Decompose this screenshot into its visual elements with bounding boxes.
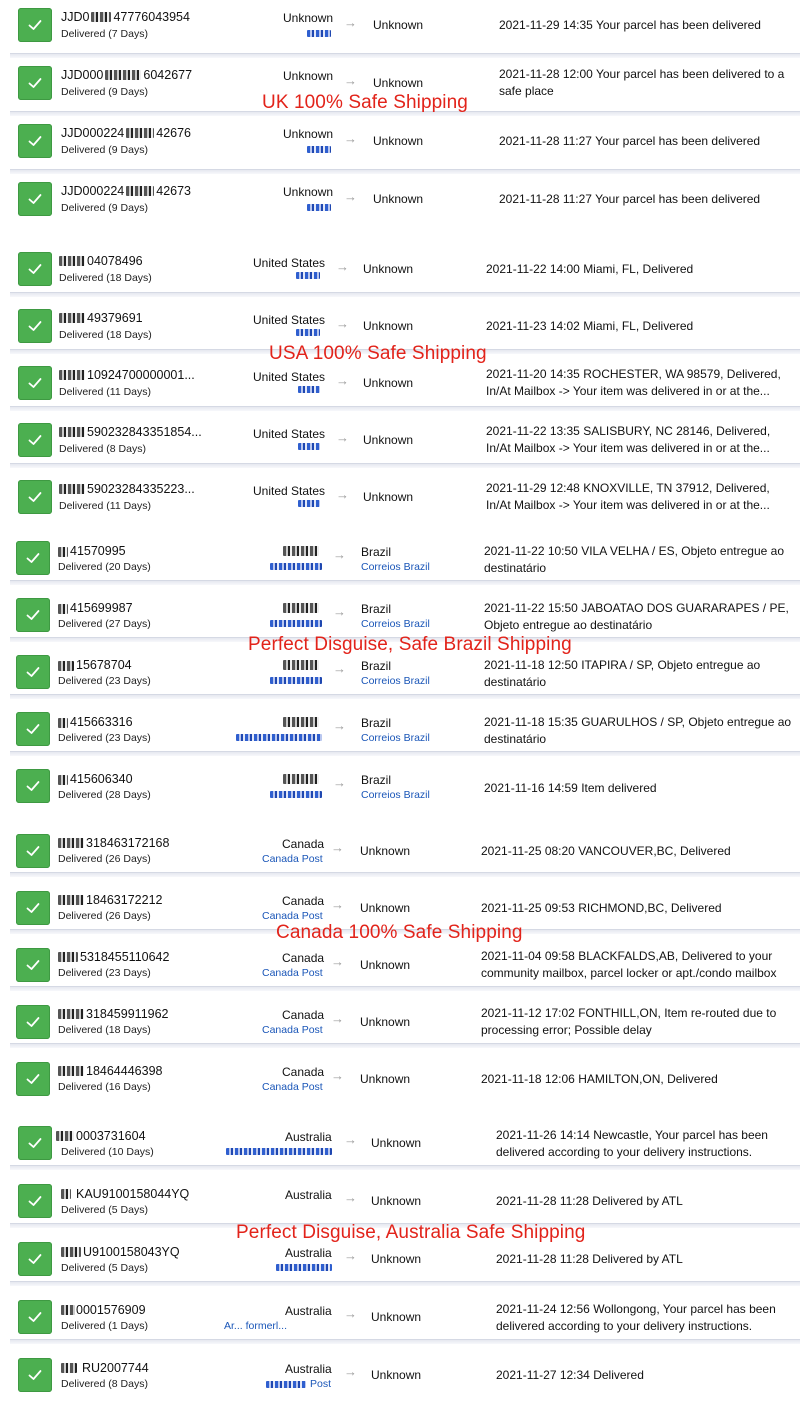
tracking-number: 318463172168 (86, 836, 170, 850)
destination-label: Unknown (360, 1072, 411, 1086)
destination-label: Unknown (363, 319, 414, 333)
latest-event: 2021-11-23 14:02 Miami, FL, Delivered (486, 319, 694, 333)
arrow-right-icon: → (331, 897, 344, 912)
origin-label: Unknown (283, 185, 334, 199)
delivery-status: Delivered (18 Days) (59, 329, 152, 341)
redacted-carrier (276, 1264, 332, 1271)
delivery-status: Delivered (18 Days) (58, 1024, 151, 1036)
tracking-number: 18464446398 (86, 1064, 163, 1078)
delivered-check-icon (16, 834, 50, 868)
tracking-number: 10924700000001... (87, 368, 195, 382)
delivery-status: Delivered (11 Days) (59, 386, 152, 398)
canada-section (0, 820, 800, 1105)
arrow-right-icon: → (333, 775, 346, 790)
shipment-row[interactable] (0, 468, 800, 525)
delivery-status: Delivered (11 Days) (59, 500, 152, 512)
tracking-number: JJD0 47776043954 (61, 10, 190, 24)
delivery-status: Delivered (27 Days) (58, 618, 151, 630)
origin-label: Unknown (283, 69, 334, 83)
redacted-carrier (270, 677, 322, 684)
latest-event: 2021-11-16 14:59 Item delivered (484, 781, 657, 795)
redacted-carrier (307, 204, 331, 211)
delivered-check-icon (18, 480, 52, 514)
latest-event: 2021-11-22 13:35 SALISBURY, NC 28146, Delivered, In/At Mailbox -> Your item was delivered in or at the... (486, 424, 771, 455)
delivered-check-icon (18, 366, 52, 400)
destination-country: Brazil (361, 773, 392, 787)
usa-section (0, 240, 800, 525)
origin-label: United States (253, 370, 326, 384)
delivered-check-icon (18, 8, 52, 42)
origin-country: Canada (282, 1008, 325, 1022)
redacted-prefix (58, 895, 84, 905)
redacted-carrier (298, 386, 320, 393)
origin-country: Canada (282, 894, 325, 908)
latest-event: 2021-11-26 14:14 Newcastle, Your parcel has been delivered according to your delivery instructions. (496, 1128, 768, 1159)
destination-label: Unknown (363, 376, 414, 390)
arrow-right-icon: → (333, 604, 346, 619)
delivery-status: Delivered (9 Days) (61, 144, 148, 156)
delivered-check-icon (18, 124, 52, 158)
origin-carrier[interactable]: Ar... formerl... (224, 1320, 288, 1332)
watermark-usa: USA 100% Safe Shipping (269, 343, 487, 364)
shipment-row[interactable] (0, 1112, 800, 1170)
delivered-check-icon (18, 1358, 52, 1392)
delivery-status: Delivered (23 Days) (58, 732, 151, 744)
delivered-check-icon (16, 769, 50, 803)
latest-event: 2021-11-18 15:35 GUARULHOS / SP, Objeto entregue ao destinatário (484, 715, 792, 746)
tracking-number: 318459911962 (86, 1007, 169, 1021)
arrow-right-icon: → (333, 547, 346, 562)
redacted-carrier (296, 272, 320, 279)
arrow-right-icon: → (333, 718, 346, 733)
redacted-carrier (270, 563, 322, 570)
delivered-check-icon (16, 655, 50, 689)
destination-label: Unknown (371, 1194, 422, 1208)
origin-carrier[interactable]: Canada Post (262, 1024, 323, 1036)
redacted-carrier (307, 30, 331, 37)
latest-event: 2021-11-28 11:28 Delivered by ATL (496, 1252, 683, 1266)
redacted-prefix (58, 952, 78, 962)
shipment-row[interactable] (0, 240, 800, 297)
delivered-check-icon (16, 541, 50, 575)
delivery-status: Delivered (8 Days) (59, 443, 146, 455)
redacted-prefix (58, 1009, 84, 1019)
arrow-right-icon: → (344, 1248, 357, 1263)
redacted-origin (283, 546, 319, 556)
delivered-check-icon (18, 309, 52, 343)
uk-section (0, 0, 800, 232)
latest-event: 2021-11-04 09:58 BLACKFALDS,AB, Delivered to your community mailbox, parcel locker or apt./condo mailbox (481, 949, 777, 980)
redacted-prefix (59, 370, 85, 380)
redacted-origin (283, 717, 319, 727)
watermark-uk: UK 100% Safe Shipping (262, 92, 468, 113)
destination-carrier[interactable]: Correios Brazil (361, 789, 430, 801)
destination-label: Unknown (373, 192, 424, 206)
latest-event: 2021-11-28 12:00 Your parcel has been delivered to a safe place (499, 67, 785, 98)
australia-section (0, 1112, 800, 1402)
destination-carrier[interactable]: Correios Brazil (361, 618, 430, 630)
destination-label: Unknown (373, 76, 424, 90)
redacted-prefix (61, 1363, 77, 1373)
destination-country: Brazil (361, 659, 392, 673)
redacted-prefix (58, 718, 68, 728)
destination-label: Unknown (371, 1368, 422, 1382)
redacted-origin (283, 603, 319, 613)
tracking-number: 04078496 (87, 254, 143, 268)
arrow-right-icon: → (344, 131, 357, 146)
delivered-check-icon (18, 1300, 52, 1334)
latest-event: 2021-11-25 08:20 VANCOUVER,BC, Delivered (481, 844, 731, 858)
delivery-status: Delivered (9 Days) (61, 86, 148, 98)
brazil-section (0, 528, 800, 813)
tracking-number: 59023284335223... (87, 482, 195, 496)
origin-carrier[interactable]: Post (310, 1378, 332, 1390)
redacted-prefix (61, 1189, 71, 1199)
redacted-carrier (298, 443, 320, 450)
destination-carrier[interactable]: Correios Brazil (361, 561, 430, 573)
tracking-number: 18463172212 (86, 893, 163, 907)
origin-label: Unknown (283, 127, 334, 141)
latest-event: 2021-11-22 10:50 VILA VELHA / ES, Objeto entregue ao destinatário (484, 544, 784, 575)
destination-label: Unknown (360, 1015, 411, 1029)
latest-event: 2021-11-22 14:00 Miami, FL, Delivered (486, 262, 694, 276)
origin-label: United States (253, 313, 326, 327)
shipment-row[interactable] (0, 756, 800, 813)
destination-label: Unknown (373, 18, 424, 32)
destination-label: Unknown (360, 901, 411, 915)
latest-event: 2021-11-22 15:50 JABOATAO DOS GUARARAPES / PE, Objeto entregue ao destinatário (484, 601, 789, 632)
latest-event: 2021-11-28 11:27 Your parcel has been delivered (499, 134, 761, 148)
delivered-check-icon (18, 1242, 52, 1276)
arrow-right-icon: → (344, 1132, 357, 1147)
redacted-origin (283, 774, 319, 784)
tracking-number: 0001576909 (76, 1303, 146, 1317)
shipment-row[interactable] (0, 174, 800, 232)
arrow-right-icon: → (336, 373, 349, 388)
tracking-number: 590232843351854... (87, 425, 202, 439)
redacted-carrier (236, 734, 322, 741)
delivery-status: Delivered (10 Days) (61, 1146, 154, 1158)
destination-country: Brazil (361, 716, 392, 730)
destination-label: Unknown (360, 958, 411, 972)
tracking-number: JJD000224 42676 (61, 126, 192, 140)
shipment-row[interactable] (0, 0, 800, 58)
delivery-status: Delivered (26 Days) (58, 853, 151, 865)
tracking-number: 415699987 (70, 601, 133, 615)
delivered-check-icon (18, 1126, 52, 1160)
arrow-right-icon: → (344, 15, 357, 30)
delivery-status: Delivered (7 Days) (61, 28, 148, 40)
redacted-prefix (59, 427, 85, 437)
arrow-right-icon: → (344, 189, 357, 204)
redacted-prefix (58, 547, 68, 557)
delivery-status: Delivered (18 Days) (59, 272, 152, 284)
destination-label: Unknown (363, 262, 414, 276)
delivered-check-icon (16, 712, 50, 746)
tracking-number: KAU9100158044YQ (76, 1187, 190, 1201)
delivered-check-icon (16, 891, 50, 925)
shipment-row[interactable] (0, 116, 800, 174)
delivered-check-icon (16, 948, 50, 982)
origin-country: Australia (285, 1246, 332, 1260)
delivery-status: Delivered (5 Days) (61, 1262, 148, 1274)
redacted-carrier (298, 500, 320, 507)
redacted-prefix (58, 775, 68, 785)
redacted-prefix (61, 1305, 75, 1315)
arrow-right-icon: → (344, 1306, 357, 1321)
latest-event: 2021-11-24 12:56 Wollongong, Your parcel has been delivered according to your delivery instructions. (496, 1302, 776, 1333)
shipment-row[interactable] (0, 820, 800, 877)
redacted-prefix (61, 1247, 81, 1257)
arrow-right-icon: → (336, 430, 349, 445)
redacted-prefix (59, 313, 85, 323)
shipment-row[interactable] (0, 1344, 800, 1402)
delivered-check-icon (18, 1184, 52, 1218)
delivered-check-icon (16, 1005, 50, 1039)
redacted-prefix (58, 838, 84, 848)
destination-country: Brazil (361, 602, 392, 616)
arrow-right-icon: → (344, 1364, 357, 1379)
origin-country: Canada (282, 1065, 325, 1079)
origin-label: United States (253, 427, 326, 441)
delivered-check-icon (16, 598, 50, 632)
destination-label: Unknown (371, 1136, 422, 1150)
redacted-prefix (58, 661, 74, 671)
redacted-prefix (59, 484, 85, 494)
origin-country: Australia (285, 1130, 332, 1144)
redacted-carrier (266, 1381, 306, 1388)
latest-event: 2021-11-12 17:02 FONTHILL,ON, Item re-routed due to processing error; Possible delay (481, 1006, 777, 1037)
redacted-origin (283, 660, 319, 670)
watermark-brazil: Perfect Disguise, Safe Brazil Shipping (248, 634, 572, 655)
redacted-carrier (270, 791, 322, 798)
watermark-australia: Perfect Disguise, Australia Safe Shipping (236, 1222, 586, 1243)
delivery-status: Delivered (28 Days) (58, 789, 151, 801)
origin-country: Canada (282, 951, 325, 965)
delivery-status: Delivered (23 Days) (58, 675, 151, 687)
delivered-check-icon (18, 252, 52, 286)
arrow-right-icon: → (331, 1068, 344, 1083)
latest-event: 2021-11-20 14:35 ROCHESTER, WA 98579, Delivered, In/At Mailbox -> Your item was delivered in or at the... (486, 367, 781, 398)
delivered-check-icon (18, 423, 52, 457)
latest-event: 2021-11-29 12:48 KNOXVILLE, TN 37912, Delivered, In/At Mailbox -> Your item was delivered in or at the... (486, 481, 770, 512)
tracking-number: JJD000 6042677 (61, 68, 193, 82)
destination-label: Unknown (360, 844, 411, 858)
shipment-row[interactable] (0, 1286, 800, 1344)
latest-event: 2021-11-28 11:27 Your parcel has been delivered (499, 192, 761, 206)
redacted-carrier (226, 1148, 332, 1155)
latest-event: 2021-11-27 12:34 Delivered (496, 1368, 644, 1382)
arrow-right-icon: → (331, 954, 344, 969)
destination-label: Unknown (371, 1310, 422, 1324)
arrow-right-icon: → (331, 840, 344, 855)
delivery-status: Delivered (1 Days) (61, 1320, 148, 1332)
shipment-row[interactable] (0, 699, 800, 756)
delivered-check-icon (18, 182, 52, 216)
destination-label: Unknown (373, 134, 424, 148)
redacted-prefix (59, 256, 85, 266)
latest-event: 2021-11-25 09:53 RICHMOND,BC, Delivered (481, 901, 722, 915)
destination-carrier[interactable]: Correios Brazil (361, 675, 430, 687)
origin-label: United States (253, 256, 326, 270)
arrow-right-icon: → (336, 316, 349, 331)
redacted-carrier (270, 620, 322, 627)
origin-carrier[interactable]: Canada Post (262, 967, 323, 979)
origin-country: Canada (282, 837, 325, 851)
tracking-number: 15678704 (76, 658, 132, 672)
tracking-number: 415663316 (70, 715, 133, 729)
delivered-check-icon (16, 1062, 50, 1096)
shipment-row[interactable] (0, 1048, 800, 1105)
redacted-prefix (56, 1131, 74, 1141)
shipment-row[interactable] (0, 528, 800, 585)
latest-event: 2021-11-18 12:50 ITAPIRA / SP, Objeto entregue ao destinatário (484, 658, 761, 689)
redacted-carrier (296, 329, 320, 336)
shipment-row[interactable] (0, 1170, 800, 1228)
destination-label: Unknown (363, 433, 414, 447)
destination-label: Unknown (371, 1252, 422, 1266)
arrow-right-icon: → (331, 1011, 344, 1026)
destination-country: Brazil (361, 545, 392, 559)
origin-carrier[interactable]: Canada Post (262, 1081, 323, 1093)
tracking-number: 41570995 (70, 544, 126, 558)
shipment-row[interactable] (0, 411, 800, 468)
destination-carrier[interactable]: Correios Brazil (361, 732, 430, 744)
tracking-number: JJD000224 42673 (61, 184, 192, 198)
delivery-status: Delivered (16 Days) (58, 1081, 151, 1093)
origin-country: Australia (285, 1188, 332, 1202)
tracking-number: 49379691 (87, 311, 143, 325)
origin-country: Australia (285, 1304, 332, 1318)
latest-event: 2021-11-28 11:28 Delivered by ATL (496, 1194, 683, 1208)
tracking-number: 5318455110642 (80, 950, 170, 964)
arrow-right-icon: → (336, 487, 349, 502)
origin-carrier[interactable]: Canada Post (262, 910, 323, 922)
redacted-carrier (307, 146, 331, 153)
delivery-status: Delivered (20 Days) (58, 561, 151, 573)
arrow-right-icon: → (336, 259, 349, 274)
latest-event: 2021-11-18 12:06 HAMILTON,ON, Delivered (481, 1072, 718, 1086)
delivered-check-icon (18, 66, 52, 100)
tracking-number: U9100158043YQ (83, 1245, 180, 1259)
arrow-right-icon: → (344, 73, 357, 88)
redacted-prefix (58, 1066, 84, 1076)
origin-country: Australia (285, 1362, 332, 1376)
origin-carrier[interactable]: Canada Post (262, 853, 323, 865)
delivery-status: Delivered (26 Days) (58, 910, 151, 922)
tracking-number: RU2007744 (82, 1361, 149, 1375)
arrow-right-icon: → (333, 661, 346, 676)
shipment-row[interactable] (0, 991, 800, 1048)
destination-label: Unknown (363, 490, 414, 504)
arrow-right-icon: → (344, 1190, 357, 1205)
tracking-number: 415606340 (70, 772, 133, 786)
delivery-status: Delivered (23 Days) (58, 967, 151, 979)
redacted-prefix (58, 604, 68, 614)
watermark-canada: Canada 100% Safe Shipping (276, 922, 523, 943)
latest-event: 2021-11-29 14:35 Your parcel has been delivered (499, 18, 761, 32)
tracking-number: 0003731604 (76, 1129, 146, 1143)
origin-label: United States (253, 484, 326, 498)
delivery-status: Delivered (9 Days) (61, 202, 148, 214)
origin-label: Unknown (283, 11, 334, 25)
delivery-status: Delivered (5 Days) (61, 1204, 148, 1216)
delivery-status: Delivered (8 Days) (61, 1378, 148, 1390)
